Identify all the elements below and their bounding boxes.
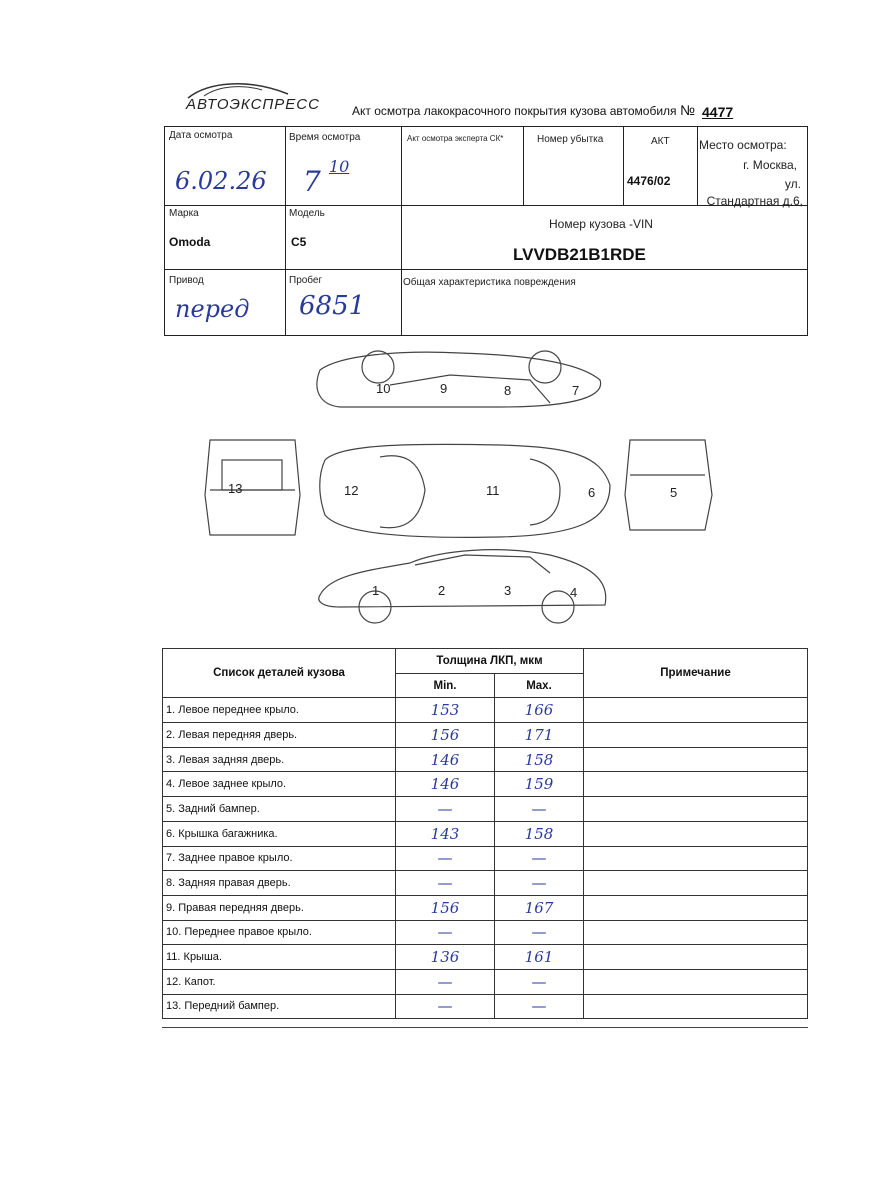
make-value: Omoda xyxy=(169,235,211,249)
part-name: 10. Переднее правое крыло. xyxy=(163,920,396,945)
part-name: 12. Капот. xyxy=(163,969,396,994)
note-cell xyxy=(584,747,808,772)
table-row xyxy=(163,772,808,797)
table-row xyxy=(163,797,808,822)
diagram-label-5: 5 xyxy=(670,485,678,500)
diagram-label-3: 3 xyxy=(504,583,512,598)
inspection-form xyxy=(164,126,808,336)
drive-label: Привод xyxy=(169,275,204,286)
col-max-header: Max. xyxy=(495,673,584,698)
max-value: 167 xyxy=(495,895,584,920)
mileage-value: 6851 xyxy=(299,291,366,321)
table-row xyxy=(163,846,808,871)
part-name: 5. Задний бампер. xyxy=(163,797,396,822)
min-value: 143 xyxy=(396,821,495,846)
min-value: 153 xyxy=(396,698,495,723)
mileage-label: Пробег xyxy=(289,275,323,286)
date-label: Дата осмотра xyxy=(169,130,233,141)
min-value: — xyxy=(396,871,495,896)
diagram-label-2: 2 xyxy=(438,583,446,598)
diagram-label-1: 1 xyxy=(372,583,380,598)
diagram-label-13: 13 xyxy=(228,481,243,496)
min-value: 146 xyxy=(396,772,495,797)
table-row xyxy=(163,945,808,970)
min-value: 156 xyxy=(396,723,495,748)
diagram-label-12: 12 xyxy=(344,483,359,498)
act-value: 4476/02 xyxy=(627,174,671,188)
vin-label: Номер кузова -VIN xyxy=(549,217,653,231)
place-label: Место осмотра: xyxy=(699,138,787,152)
max-value: — xyxy=(495,846,584,871)
max-value: — xyxy=(495,969,584,994)
model-label: Модель xyxy=(289,208,325,219)
time-hours: 7 xyxy=(303,165,321,198)
diagram-label-11: 11 xyxy=(486,483,500,498)
vin-value: LVVDB21B1RDE xyxy=(513,245,646,264)
note-cell xyxy=(584,994,808,1019)
note-cell xyxy=(584,772,808,797)
min-value: 136 xyxy=(396,945,495,970)
part-name: 7. Заднее правое крыло. xyxy=(163,846,396,871)
document-number: 4477 xyxy=(702,104,734,120)
max-value: 166 xyxy=(495,698,584,723)
paint-thickness-table xyxy=(162,648,808,1019)
note-cell xyxy=(584,969,808,994)
max-value: 161 xyxy=(495,945,584,970)
number-sign: № xyxy=(680,102,696,118)
note-cell xyxy=(584,871,808,896)
table-row xyxy=(163,747,808,772)
time-minutes: 10 xyxy=(329,157,350,176)
loss-number-label: Номер убытка xyxy=(537,134,604,145)
col-note-header: Примечание xyxy=(584,649,808,698)
note-cell xyxy=(584,797,808,822)
diagram-label-7: 7 xyxy=(572,383,580,398)
part-name: 11. Крыша. xyxy=(163,945,396,970)
make-label: Марка xyxy=(169,208,199,219)
note-cell xyxy=(584,821,808,846)
part-name: 2. Левая передняя дверь. xyxy=(163,723,396,748)
place-line-2: ул. xyxy=(784,177,801,191)
table-row xyxy=(163,969,808,994)
part-name: 6. Крышка багажника. xyxy=(163,821,396,846)
diagram-label-4: 4 xyxy=(570,585,578,600)
diagram-label-8: 8 xyxy=(504,383,512,398)
act-label: АКТ xyxy=(651,136,670,147)
note-cell xyxy=(584,945,808,970)
max-value: — xyxy=(495,994,584,1019)
table-row xyxy=(163,821,808,846)
diagram-label-9: 9 xyxy=(440,381,448,396)
table-row xyxy=(163,920,808,945)
part-name: 4. Левое заднее крыло. xyxy=(163,772,396,797)
max-value: 159 xyxy=(495,772,584,797)
bottom-divider xyxy=(162,1027,808,1028)
drive-value: перед xyxy=(175,295,250,323)
max-value: — xyxy=(495,871,584,896)
min-value: — xyxy=(396,797,495,822)
min-value: — xyxy=(396,994,495,1019)
logo-text: АВТОЭКСПРЕСС xyxy=(186,96,320,113)
car-body-diagram xyxy=(200,345,720,635)
note-cell xyxy=(584,895,808,920)
table-row xyxy=(163,994,808,1019)
damage-label: Общая характеристика повреждения xyxy=(403,277,576,288)
note-cell xyxy=(584,920,808,945)
table-row xyxy=(163,895,808,920)
max-value: 158 xyxy=(495,821,584,846)
min-value: — xyxy=(396,920,495,945)
part-name: 8. Задняя правая дверь. xyxy=(163,871,396,896)
col-parts-header: Список деталей кузова xyxy=(163,649,396,698)
place-line-3: Стандартная д.6, xyxy=(706,194,803,208)
min-value: 146 xyxy=(396,747,495,772)
max-value: — xyxy=(495,797,584,822)
max-value: — xyxy=(495,920,584,945)
min-value: 156 xyxy=(396,895,495,920)
min-value: — xyxy=(396,969,495,994)
date-value: 6.02.26 xyxy=(175,167,267,195)
part-name: 9. Правая передняя дверь. xyxy=(163,895,396,920)
part-name: 3. Левая задняя дверь. xyxy=(163,747,396,772)
table-row xyxy=(163,723,808,748)
max-value: 158 xyxy=(495,747,584,772)
table-row xyxy=(163,871,808,896)
model-value: C5 xyxy=(291,235,307,249)
time-label: Время осмотра xyxy=(289,132,361,143)
diagram-label-6: 6 xyxy=(588,485,596,500)
note-cell xyxy=(584,698,808,723)
table-row xyxy=(163,698,808,723)
max-value: 171 xyxy=(495,723,584,748)
expert-act-label: Акт осмотра эксперта СК* xyxy=(407,134,504,143)
diagram-label-10: 10 xyxy=(376,381,391,396)
note-cell xyxy=(584,846,808,871)
part-name: 1. Левое переднее крыло. xyxy=(163,698,396,723)
note-cell xyxy=(584,723,808,748)
col-thickness-header: Толщина ЛКП, мкм xyxy=(396,649,584,674)
document-title: Акт осмотра лакокрасочного покрытия кузова автомобиля xyxy=(352,104,677,118)
part-name: 13. Передний бампер. xyxy=(163,994,396,1019)
place-line-1: г. Москва, xyxy=(743,158,797,172)
col-min-header: Min. xyxy=(396,673,495,698)
min-value: — xyxy=(396,846,495,871)
